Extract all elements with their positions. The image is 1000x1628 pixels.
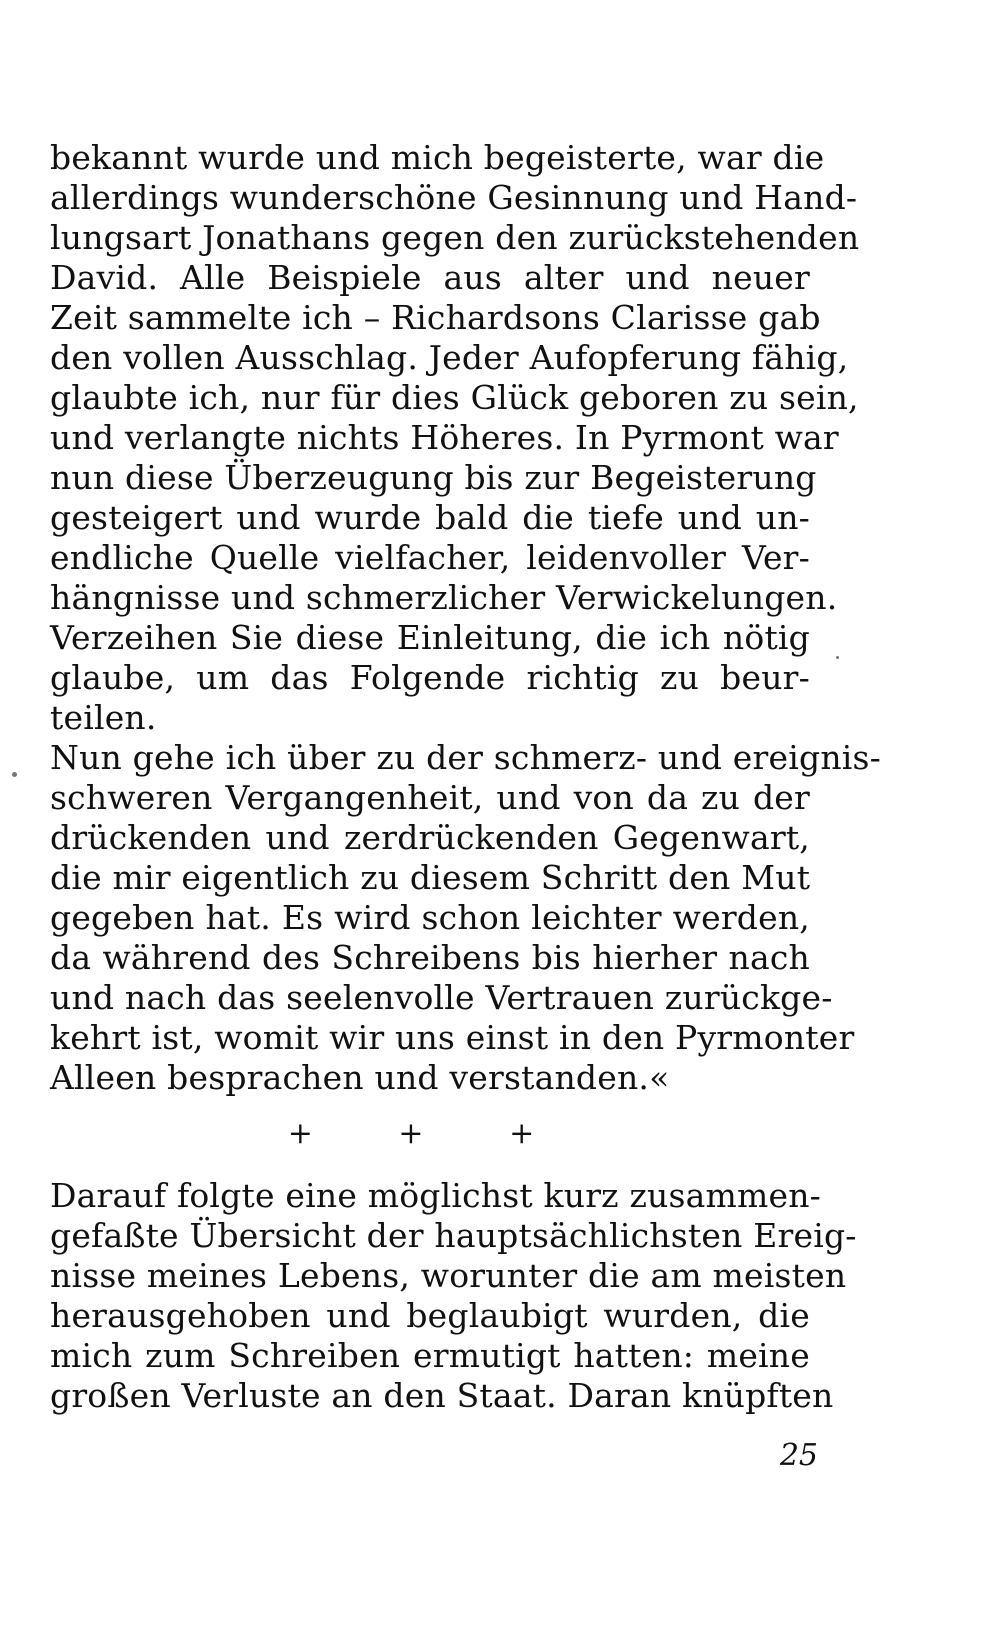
print-speck bbox=[836, 656, 839, 659]
text-line: allerdings wunderschöne Gesinnung und Hand- bbox=[50, 178, 858, 217]
text-line: und verlangte nichts Höheres. In Pyrmont war bbox=[50, 418, 839, 457]
text-line: teilen. bbox=[50, 698, 157, 737]
text-line: Darauf folgte eine möglichst kurz zusammen- bbox=[50, 1176, 822, 1215]
text-line: lungsart Jonathans gegen den zurückstehenden bbox=[50, 218, 860, 257]
text-line: Zeit sammelte ich – Richardsons Clarisse gab bbox=[50, 298, 821, 337]
text-line: Alleen besprachen und verstanden.« bbox=[50, 1058, 670, 1097]
text-line: bekannt wurde und mich begeisterte, war die bbox=[50, 138, 825, 177]
page-number: 25 bbox=[779, 1438, 818, 1473]
text-line: schweren Vergangenheit, und von da zu der bbox=[50, 778, 810, 817]
text-line: glaubte ich, nur für dies Glück geboren zu sein, bbox=[50, 378, 859, 417]
text-line: herausgehoben und beglaubigt wurden, die bbox=[50, 1296, 810, 1335]
text-line: kehrt ist, womit wir uns einst in den Pyrmonter bbox=[50, 1018, 855, 1057]
text-line: nisse meines Lebens, worunter die am meisten bbox=[50, 1256, 847, 1295]
text-line: gefaßte Übersicht der hauptsächlichsten Ereig- bbox=[50, 1216, 857, 1255]
text-line: hängnisse und schmerzlicher Verwickelungen. bbox=[50, 578, 838, 617]
text-line: Verzeihen Sie diese Einleitung, die ich nötig bbox=[50, 618, 810, 657]
text-line: den vollen Ausschlag. Jeder Aufopferung fähig, bbox=[50, 338, 849, 377]
text-line: großen Verluste an den Staat. Daran knüpften bbox=[50, 1376, 834, 1415]
text-line: gesteigert und wurde bald die tiefe und un- bbox=[50, 498, 810, 537]
text-line: Nun gehe ich über zu der schmerz- und ereignis- bbox=[50, 738, 882, 777]
text-line: die mir eigentlich zu diesem Schritt den Mut bbox=[50, 858, 811, 897]
print-speck bbox=[12, 772, 17, 777]
text-line: endliche Quelle vielfacher, leidenvoller Ver- bbox=[50, 538, 810, 577]
text-line: mich zum Schreiben ermutigt hatten: meine bbox=[50, 1336, 810, 1375]
section-separator: + + + bbox=[287, 1116, 573, 1151]
text-line: da während des Schreibens bis hierher nach bbox=[50, 938, 810, 977]
text-line: David. Alle Beispiele aus alter und neuer bbox=[50, 258, 810, 297]
paragraph-block-1 bbox=[50, 138, 882, 1098]
text-line: gegeben hat. Es wird schon leichter werden, bbox=[50, 898, 810, 937]
text-line: glaube, um das Folgende richtig zu beur- bbox=[50, 658, 810, 697]
text-line: und nach das seelenvolle Vertrauen zurückge- bbox=[50, 978, 833, 1017]
paragraph-block-2 bbox=[50, 1176, 857, 1416]
text-line: nun diese Überzeugung bis zur Begeisterung bbox=[50, 458, 817, 497]
text-line: drückenden und zerdrückenden Gegenwart, bbox=[50, 818, 810, 857]
